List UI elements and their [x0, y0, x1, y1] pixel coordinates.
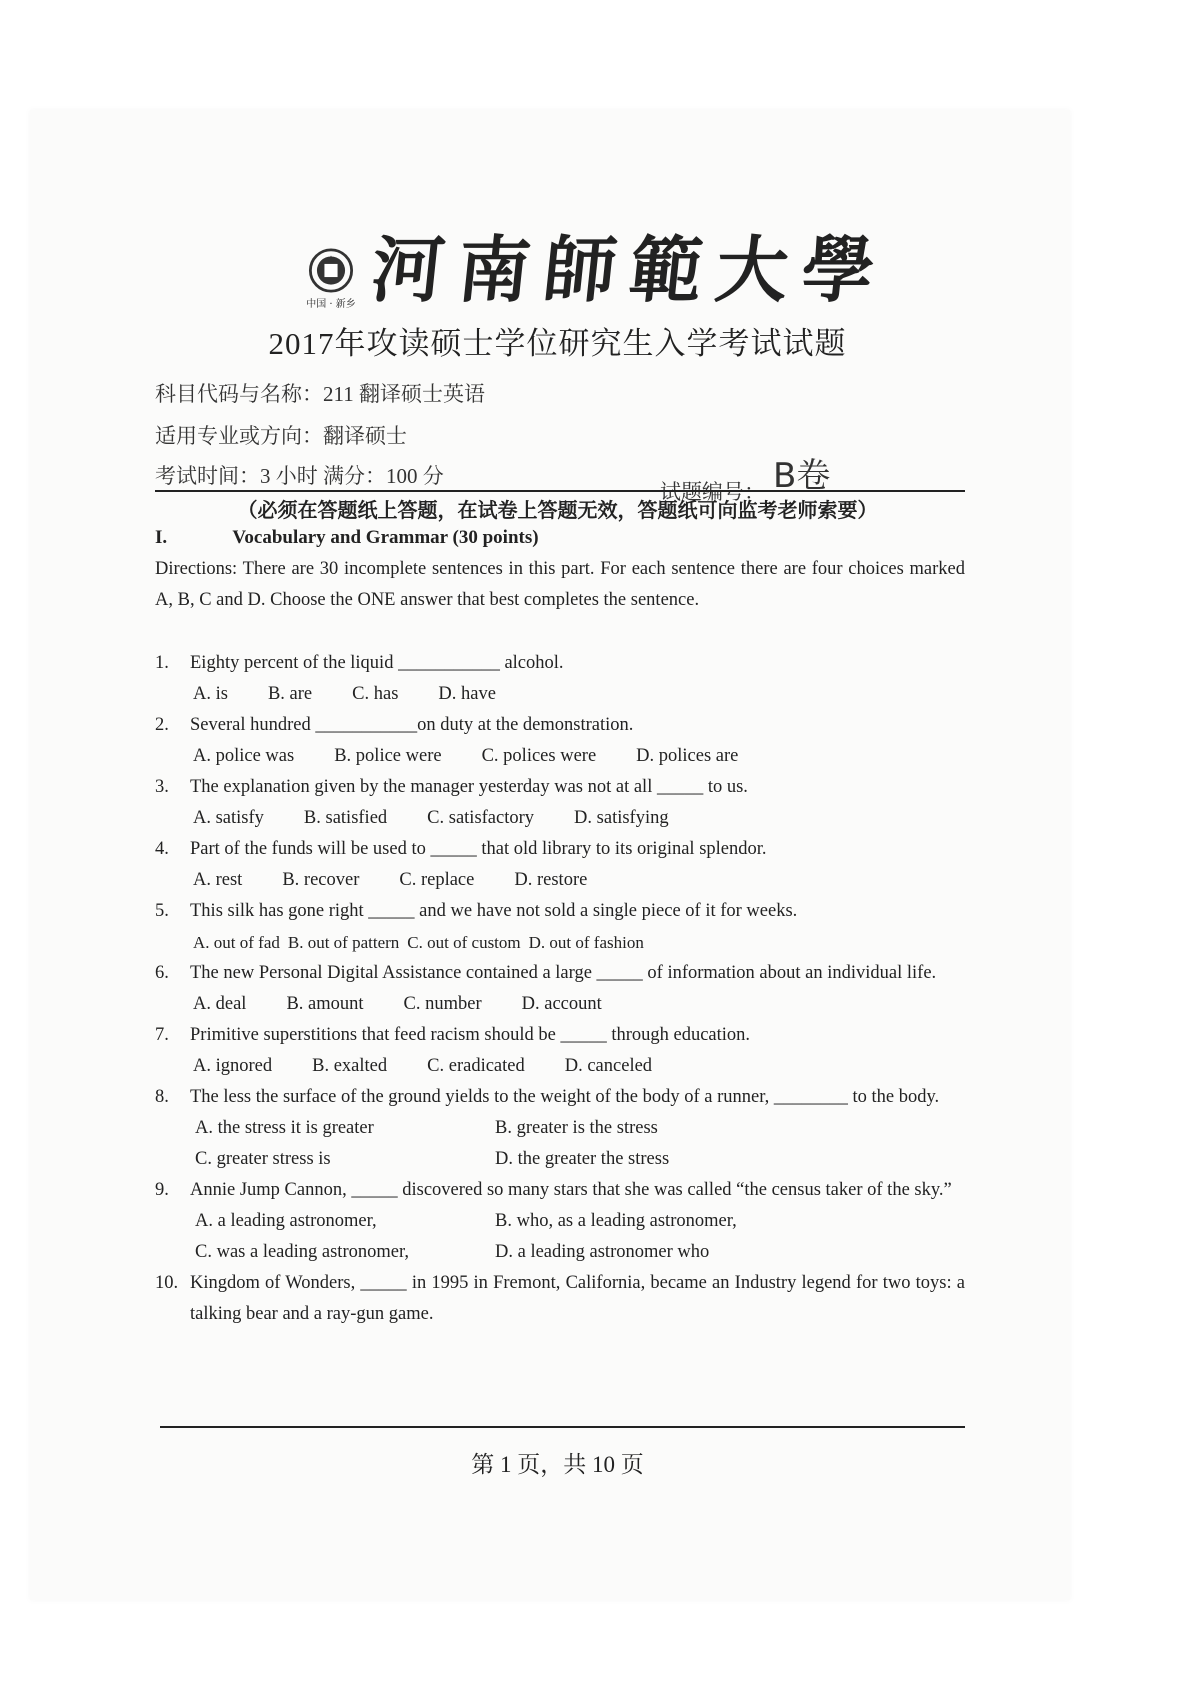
option-b: B. exalted	[312, 1056, 388, 1076]
section-title: Vocabulary and Grammar (30 points)	[232, 527, 539, 548]
options-row	[155, 679, 965, 710]
header-divider	[155, 490, 965, 492]
option-c: C. replace	[399, 870, 475, 890]
duration-text: 考试时间：3 小时 满分：100 分	[155, 464, 444, 488]
exam-info-line	[155, 456, 965, 504]
paper-code: B卷	[773, 456, 831, 496]
option-a: A. the stress it is greater	[195, 1118, 374, 1138]
question-1	[155, 648, 965, 710]
option-d: D. restore	[514, 870, 588, 890]
question-6	[155, 958, 965, 1020]
university-header	[300, 220, 893, 312]
option-c: C. greater stress is	[195, 1149, 331, 1169]
option-b: B. amount	[286, 994, 364, 1014]
university-name: 河南師範大學	[367, 227, 893, 312]
question-3	[155, 772, 965, 834]
question-7	[155, 1020, 965, 1082]
question-5	[155, 896, 965, 958]
option-d: D. a leading astronomer who	[495, 1242, 710, 1262]
option-c: C. number	[403, 994, 482, 1014]
option-b: B. police were	[334, 746, 442, 766]
question-number: 3.	[155, 777, 169, 797]
option-c: C. was a leading astronomer,	[195, 1242, 410, 1262]
option-a: A. deal	[193, 994, 247, 1014]
question-2	[155, 710, 965, 772]
option-c: C. satisfactory	[427, 808, 535, 828]
section-heading	[155, 527, 539, 549]
emblem-icon	[307, 248, 355, 293]
section-number: I.	[155, 527, 168, 548]
paper-label: 试题编号：	[660, 480, 765, 504]
option-d: D. canceled	[564, 1056, 653, 1076]
option-a: A. police was	[193, 746, 295, 766]
options-row	[155, 927, 965, 958]
question-number: 10.	[155, 1273, 179, 1293]
question-text: Kingdom of Wonders, _____ in 1995 in Fremont, California, became an Industry legend for two toys: a talking bear and a ray-gun game.	[190, 1273, 965, 1324]
option-c: C. out of custom	[407, 933, 521, 952]
option-d: D. the greater the stress	[495, 1149, 670, 1169]
option-d: D. polices are	[636, 746, 739, 766]
question-4	[155, 834, 965, 896]
major-line: 适用专业或方向：翻译硕士	[155, 424, 407, 448]
question-text: Primitive superstitions that feed racism should be _____ through education.	[190, 1025, 751, 1045]
question-text: This silk has gone right _____ and we have not sold a single piece of it for weeks.	[190, 901, 798, 921]
option-b: B. greater is the stress	[495, 1118, 658, 1138]
option-c: C. eradicated	[427, 1056, 525, 1076]
option-b: B. recover	[282, 870, 360, 890]
question-number: 5.	[155, 901, 169, 921]
option-a: A. is	[193, 684, 228, 704]
footer-divider	[160, 1426, 965, 1428]
option-b: B. who, as a leading astronomer,	[495, 1211, 737, 1231]
option-a: A. out of fad	[193, 933, 280, 952]
option-a: A. a leading astronomer,	[195, 1211, 377, 1231]
directions-text: Directions: There are 30 incomplete sentences in this part. For each sentence there are four choices marked A, B, C and D. Choose the ONE answer that best completes the sentence.	[155, 559, 965, 610]
option-d: D. satisfying	[574, 808, 669, 828]
question-number: 4.	[155, 839, 169, 859]
option-b: B. satisfied	[303, 808, 388, 828]
options-row	[155, 741, 965, 772]
question-text: The less the surface of the ground yields to the weight of the body of a runner, ________ to the body.	[190, 1087, 940, 1107]
question-9	[155, 1175, 965, 1268]
option-a: A. rest	[193, 870, 243, 890]
question-text: Several hundred ___________on duty at the demonstration.	[190, 715, 634, 735]
option-d: D. out of fashion	[528, 933, 644, 952]
question-text: Eighty percent of the liquid ___________ alcohol.	[190, 653, 564, 673]
options-grid	[155, 1113, 965, 1175]
option-b: B. out of pattern	[287, 933, 400, 952]
exam-title: 2017年攻读硕士学位研究生入学考试试题	[268, 326, 847, 361]
option-c: C. polices were	[481, 746, 597, 766]
options-row	[155, 989, 965, 1020]
option-d: D. account	[521, 994, 602, 1014]
page-number: 第 1 页，共 10 页	[471, 1452, 644, 1477]
option-c: C. has	[352, 684, 399, 704]
question-10	[155, 1268, 965, 1330]
question-number: 6.	[155, 963, 169, 983]
question-number: 2.	[155, 715, 169, 735]
question-number: 7.	[155, 1025, 169, 1045]
options-grid	[155, 1206, 965, 1268]
question-text: Annie Jump Cannon, _____ discovered so many stars that she was called “the census taker of the sky.”	[190, 1180, 952, 1200]
options-row	[155, 803, 965, 834]
answer-notice: （必须在答题纸上答题，在试卷上答题无效，答题纸可向监考老师索要）	[237, 500, 878, 522]
subject-line: 科目代码与名称：211 翻译硕士英语	[155, 382, 485, 406]
option-b: B. are	[267, 684, 313, 704]
question-number: 8.	[155, 1087, 169, 1107]
university-emblem	[300, 248, 362, 310]
emblem-caption: 中国 · 新乡	[306, 299, 356, 310]
question-number: 9.	[155, 1180, 169, 1200]
question-text: The explanation given by the manager yesterday was not at all _____ to us.	[190, 777, 748, 797]
question-text: Part of the funds will be used to _____ that old library to its original splendor.	[190, 839, 767, 859]
option-d: D. have	[438, 684, 496, 704]
option-a: A. satisfy	[193, 808, 264, 828]
question-text: The new Personal Digital Assistance contained a large _____ of information about an individual life.	[190, 963, 937, 983]
option-a: A. ignored	[193, 1056, 273, 1076]
question-8	[155, 1082, 965, 1175]
question-number: 1.	[155, 653, 169, 673]
question-list	[155, 648, 965, 1330]
options-row	[155, 865, 965, 896]
options-row	[155, 1051, 965, 1082]
